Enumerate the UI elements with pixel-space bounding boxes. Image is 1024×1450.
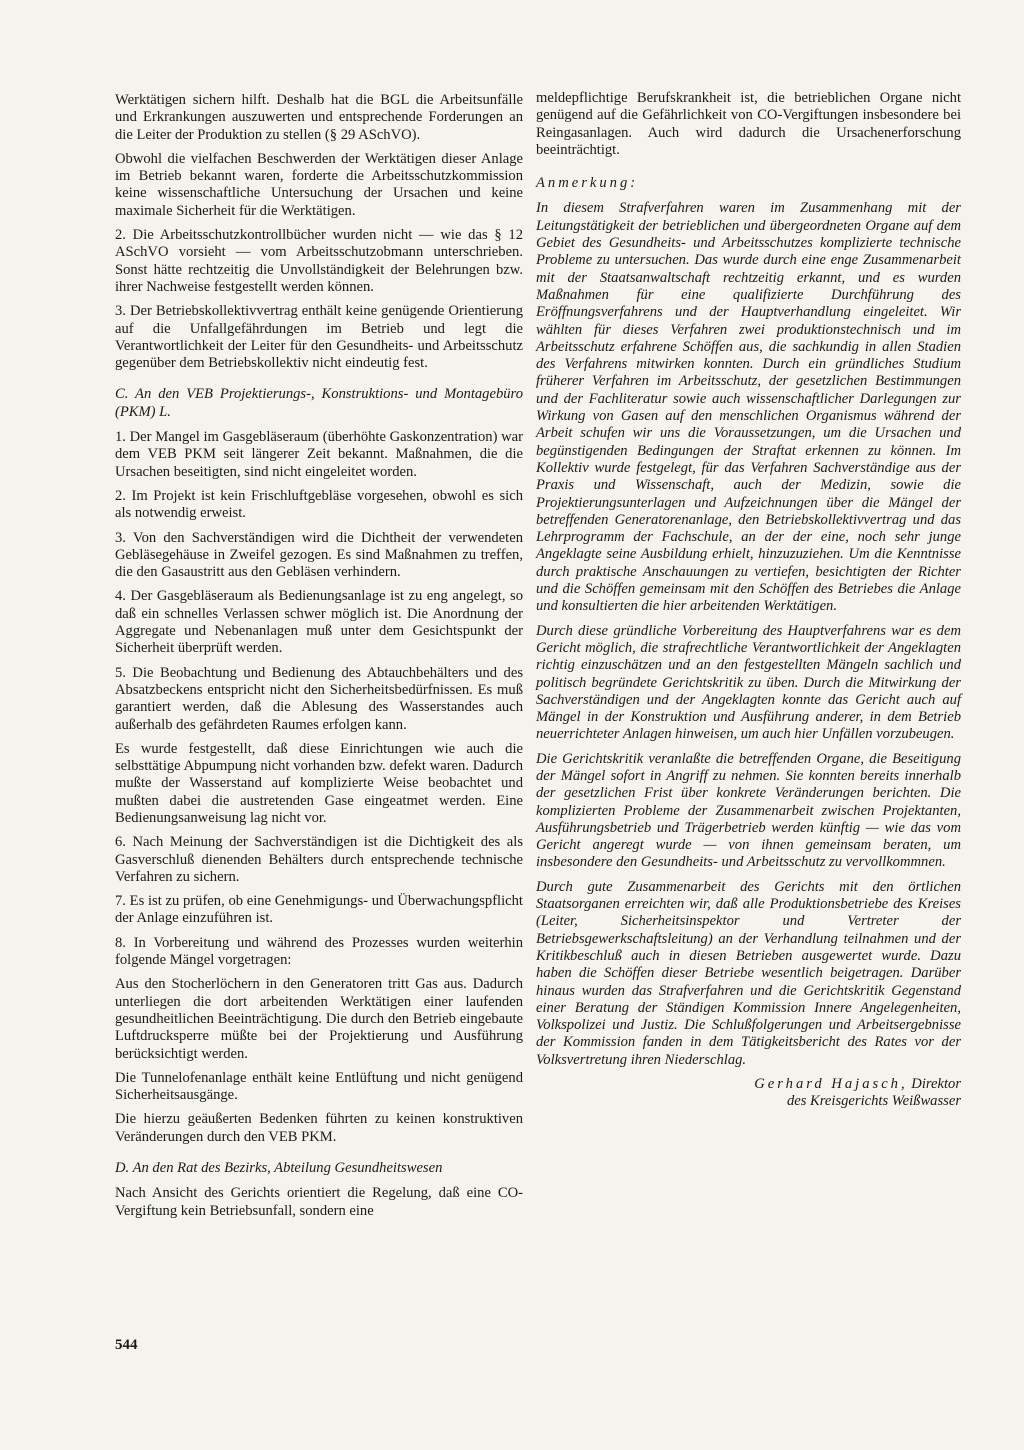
note-paragraph: In diesem Strafverfahren waren im Zusammenhang mit der Leitungstätigkeit der betrieblichen und übergeordneten Organe auf dem Gebiet des Gesundheits- und Arbeitsschutzes komplizierte technische Probleme zu untersuchen. Das wurde durch eine enge Zusammenarbeit mit der Staatsanwaltschaft rechtzeitig erkannt, und es wurden Maßnahmen für eine qualifizierte Durchführung des Eröffnungsverfahrens und der Hauptverhandlung eingeleitet. Wir wählten für dieses Verfahren zwei produktionstechnisch und im Arbeitsschutz erfahrene Schöffen aus, die sachkundig in allen Stadien des Verfahrens mitwirken konnten. Durch ein gründliches Studium früherer Verfahren im Arbeitsschutz, der gesetzlichen Bestimmungen und der Fachliteratur sowie auch wissenschaftlicher Darlegungen zur Wirkung von Gasen auf den menschlichen Organismus während der Arbeit schufen wir uns die Voraussetzungen, um die Ursachen und begünstigenden Bedingungen der Straftat erkennen zu können. Im Kollektiv wurde festgelegt, für das Verfahren Sachverständige aus der Praxis und Wissenschaft, auch der Medizin, sowie die Projektierungsunterlagen und Aufzeichnungen über die Mängel der betreffenden Generatorenanlage, den Betriebskollektivvertrag und das Lehrprogramm der Fachschule, an der der eine, noch sehr junge Angeklagte seine Ausbildung erhielt, hinzuzuziehen. Um die Kenntnisse durch praktische Anschauungen zu vertiefen, besichtigten der Richter und die Schöffen gemeinsam mit den Schöffen des Betriebes die Anlage und konsultierten die hier arbeitenden Werktätigen. xyxy=(536,200,961,615)
note-paragraph: Durch diese gründliche Vorbereitung des Hauptverfahrens war es dem Gericht möglich, die strafrechtliche Verantwortlichkeit der Angeklagten richtig einzuschätzen und an den festgestellten Mängeln sachlich und politisch begründete Gerichtskritik zu üben. Durch die Mitwirkung der Sachverständigen und der Angeklagten konnte das Gericht auch auf Mängel in der Konstruktion und Ausführung anderer, in dem Betrieb neuerrichteter Anlagen hinweisen, um auch hier Unfällen vorzubeugen. xyxy=(536,622,961,743)
paragraph: 6. Nach Meinung der Sachverständigen ist die Dichtigkeit des als Gasverschluß dienenden Behälters durch entsprechende technische Verfahren zu sichern. xyxy=(115,834,523,885)
signature-block xyxy=(536,1076,961,1111)
paragraph: Aus den Stocherlöchern in den Generatoren tritt Gas aus. Dadurch unterliegen die dort arbeitenden Werktätigen einer laufenden gesundheitlichen Beeinträchtigung. Die durch den Betrieb eingebaute Luftdrucksperre müßte bei der Projektierung und Ausführung berücksichtigt werden. xyxy=(115,976,523,1062)
paragraph: 3. Der Betriebskollektivvertrag enthält keine genügende Orientierung auf die Unfallgefährdungen im Betrieb und legt die Verantwortlichkeit der Leiter für den Gesundheits- und Arbeitsschutz gegenüber dem Betriebskollektiv nicht eindeutig fest. xyxy=(115,303,523,372)
signature-name: Gerhard Hajasch, xyxy=(754,1076,908,1093)
paragraph: Die hierzu geäußerten Bedenken führten zu keinen konstruktiven Veränderungen durch den VEB PKM. xyxy=(115,1111,523,1145)
paragraph: 5. Die Beobachtung und Bedienung des Abtauchbehälters und des Absatzbeckens entspricht nicht den Sicherheitsbedürfnissen. Es muß garantiert werden, daß die Ablesung des Wasserstandes auch außerhalb des gefährdeten Raumes erfolgen kann. xyxy=(115,664,523,733)
note-paragraph: Durch gute Zusammenarbeit des Gerichts mit den örtlichen Staatsorganen erreichten wir, daß alle Produktionsbetriebe des Kreises (Leiter, Sicherheitsinspektor und Vertreter der Betriebsgewerkschaftsleitung) an der Verhandlung teilnahmen und der Kritikbeschluß auch in diesen Betrieben ausgewertet wurde. Dazu haben die Schöffen dieser Betriebe wesentlich beigetragen. Darüber hinaus wurden das Strafverfahren und die Gerichtskritik Gegenstand einer Beratung der Ständigen Kommission Innere Angelegenheiten, Volkspolizei und Justiz. Die Schlußfolgerungen und Arbeitsergebnisse der Kommission fanden in dem Tätigkeitsbericht des Rates vor der Volksvertretung ihren Niederschlag. xyxy=(536,878,961,1068)
paragraph: 8. In Vorbereitung und während des Prozesses wurden weiterhin folgende Mängel vorgetragen: xyxy=(115,934,523,969)
paragraph: 2. Die Arbeitsschutzkontrollbücher wurden nicht — wie das § 12 ASchVO vorsieht — vom Arbeitsschutzobmann unterschrieben. Sonst hätte rechtzeitig die Unvollständigkeit der Belehrungen bzw. ihrer Nachweise festgestellt werden können. xyxy=(115,227,523,295)
paragraph: meldepflichtige Berufskrankheit ist, die betrieblichen Organe nicht genügend auf die Gefährlichkeit von CO-Vergiftungen insbesondere bei Reingasanlagen. Auch wird dadurch die Ursachenerforschung beeinträchtigt. xyxy=(536,90,961,158)
note-title: Anmerkung: xyxy=(536,175,639,192)
paragraph: Nach Ansicht des Gerichts orientiert die Regelung, daß eine CO-Vergiftung kein Betriebsunfall, sondern eine xyxy=(115,1185,523,1219)
paragraph: 1. Der Mangel im Gasgebläseraum (überhöhte Gaskonzentration) war dem VEB PKM seit längerer Zeit bekannt. Maßnahmen, die die Ursachen beseitigten, sind nicht eingeleitet worden. xyxy=(115,429,523,480)
section-heading-c: C. An den VEB Projektierungs-, Konstruktions- und Montagebüro (PKM) L. xyxy=(115,386,523,420)
paragraph: Es wurde festgestellt, daß diese Einrichtungen wie auch die selbsttätige Abpumpung nicht vorhanden bzw. defekt waren. Dadurch mußte der Wasserstand auf komplizierte Weise beobachtet und mußten dabei die austretenden Gase eingeatmet werden. Eine Bedienungsanweisung lag nicht vor. xyxy=(115,740,523,826)
paragraph: Die Tunnelofenanlage enthält keine Entlüftung und nicht genügend Sicherheitsausgänge. xyxy=(115,1069,523,1104)
page-number: 544 xyxy=(115,1337,138,1353)
left-column xyxy=(115,92,523,1227)
section-heading-d: D. An den Rat des Bezirks, Abteilung Gesundheitswesen xyxy=(115,1160,443,1177)
paragraph: 2. Im Projekt ist kein Frischluftgebläse vorgesehen, obwohl es sich als notwendig erweist. xyxy=(115,487,523,522)
note-paragraph: Die Gerichtskritik veranlaßte die betreffenden Organe, die Beseitigung der Mängel sofort in Angriff zu nehmen. Sie konnten bereits innerhalb der gesetzlichen Frist über konkrete Veränderungen berichten. Die komplizierten Probleme der Zusammenarbeit zwischen Projektanten, Ausführungsbetrieb und Trägerbetrieb werden künftig — wie das vom Gericht angeregt wurde — von ihnen gemeinsam beraten, um insbesondere den Gesundheits- und Arbeitsschutz zu vervollkommnen. xyxy=(536,750,961,871)
right-column xyxy=(536,90,961,1111)
paragraph: 7. Es ist zu prüfen, ob eine Genehmigungs- und Überwachungspflicht der Anlage einzuführen ist. xyxy=(115,893,523,927)
signature-court: des Kreisgerichts Weißwasser xyxy=(786,1093,961,1110)
paragraph: Obwohl die vielfachen Beschwerden der Werktätigen dieser Anlage im Betrieb bekannt waren, forderte die Arbeitsschutzkommission keine wissenschaftliche Untersuchung der Ursachen und keine maximale Sicherheit für die Werktätigen. xyxy=(115,150,523,219)
signature-role: Direktor xyxy=(911,1076,961,1093)
paragraph: Werktätigen sichern hilft. Deshalb hat die BGL die Arbeitsunfälle und Erkrankungen auszuwerten und entsprechende Forderungen an die Leiter der Produktion zu stellen (§ 29 ASchVO). xyxy=(115,92,523,143)
paragraph: 3. Von den Sachverständigen wird die Dichtheit der verwendeten Gebläsegehäuse in Zweifel gezogen. Es sind Maßnahmen zu treffen, die den Gasaustritt aus den Gebläsen verhindern. xyxy=(115,529,523,581)
paragraph: 4. Der Gasgebläseraum als Bedienungsanlage ist zu eng angelegt, so daß ein schnelles Verlassen schwer möglich ist. Die Anordnung der Aggregate und Nebenanlagen muß unter dem Gesichtspunkt der Sicherheit überprüft werden. xyxy=(115,588,523,657)
